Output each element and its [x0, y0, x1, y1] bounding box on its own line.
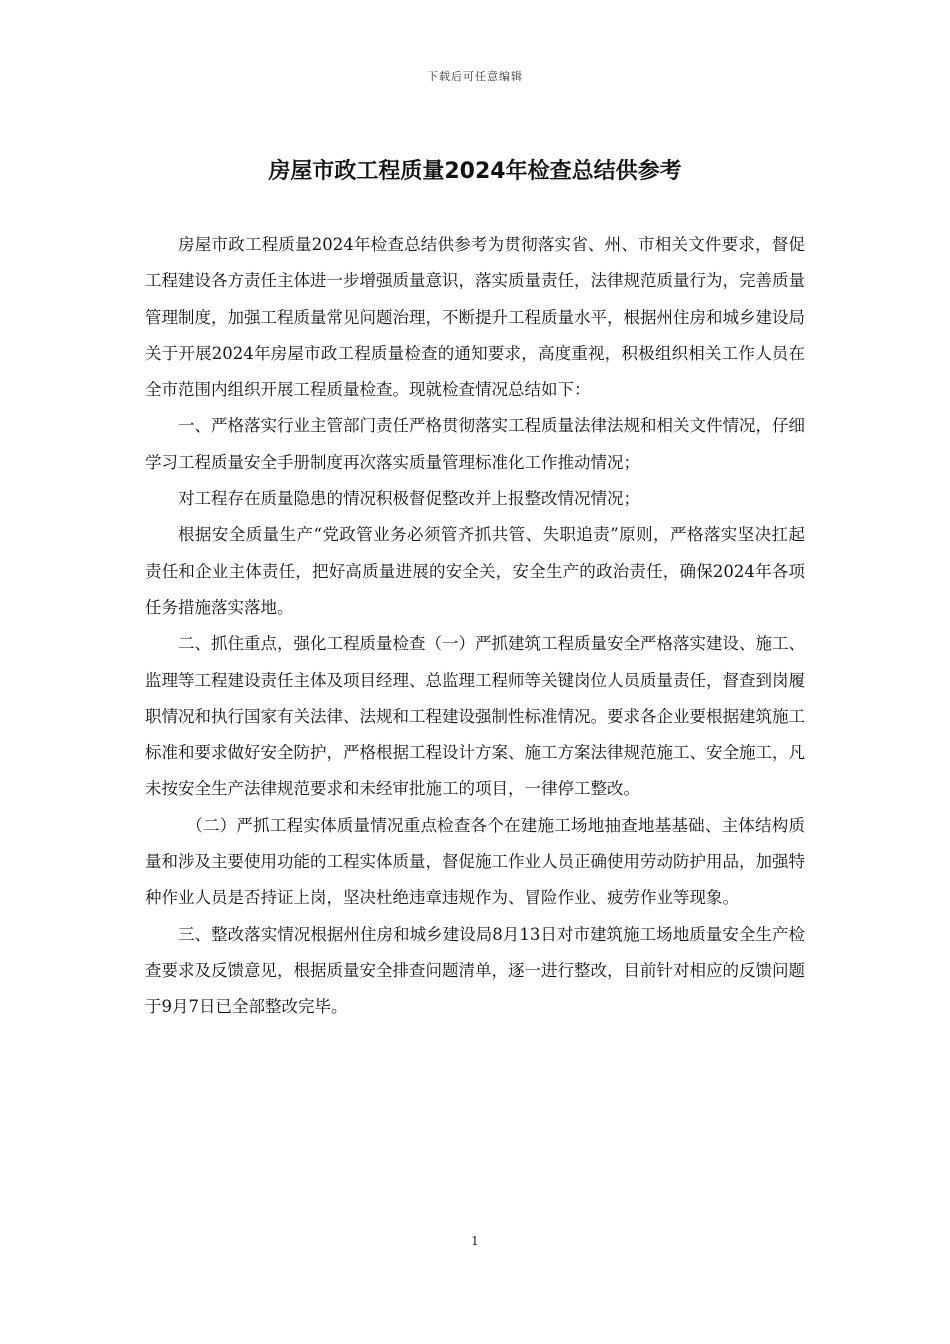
document-title: 房屋市政工程质量2024年检查总结供参考: [268, 159, 682, 184]
header-note: 下载后可任意编辑: [427, 70, 523, 83]
paragraph-section-1: 一、严格落实行业主管部门责任严格贯彻落实工程质量法律法规和相关文件情况，仔细学习工程质量安全手册制度再次落实质量管理标准化工作推动情况；: [145, 416, 805, 472]
paragraph-section-3: 三、整改落实情况根据州住房和城乡建设局8月13日对市建筑施工场地质量安全生产检查要求及反馈意见，根据质量安全排查问题清单，逐一进行整改，目前针对相应的反馈问题于9月7日已全部整改完毕。: [145, 924, 805, 1017]
document-body: [145, 227, 805, 1026]
paragraph-responsibility: 根据安全质量生产“党政管业务必须管齐抓共管、失职追责”原则，严格落实坚决扛起责任和企业主体责任，把好高质量进展的安全关，安全生产的政治责任，确保2024年各项任务措施落实落地。: [145, 525, 805, 617]
paragraph-section-2: 二、抓住重点，强化工程质量检查（一）严抓建筑工程质量安全严格落实建设、施工、监理等工程建设责任主体及项目经理、总监理工程师等关键岗位人员质量责任，督查到岗履职情况和执行国家有关法律、法规和工程建设强制性标准情况。要求各企业要根据建筑施工标准和要求做好安全防护，严格根据工程设计方案、施工方案法律规范施工、安全施工，凡未按安全生产法律规范要求和未经审批施工的项目，一律停工整改。: [145, 634, 805, 799]
page-number: 1: [471, 1234, 479, 1248]
paragraph-section-2-sub-2: （二）严抓工程实体质量情况重点检查各个在建施工场地抽查地基基础、主体结构质量和涉及主要使用功能的工程实体质量，督促施工作业人员正确使用劳动防护用品，加强特种作业人员是否持证上岗，坚决杜绝违章违规作为、冒险作业、疲劳作业等现象。: [145, 815, 805, 908]
paragraph-rectification: 对工程存在质量隐患的情况积极督促整改并上报整改情况情况；: [178, 489, 640, 509]
paragraph-intro: 房屋市政工程质量2024年检查总结供参考为贯彻落实省、州、市相关文件要求，督促工程建设各方责任主体进一步增强质量意识，落实质量责任，法律规范质量行为，完善质量管理制度，加强工程质量常见问题治理，不断提升工程质量水平，根据州住房和城乡建设局关于开展2024年房屋市政工程质量检查的通知要求，高度重视，积极组织相关工作人员在全市范围内组织开展工程质量检查。现就检查情况总结如下：: [145, 235, 805, 400]
